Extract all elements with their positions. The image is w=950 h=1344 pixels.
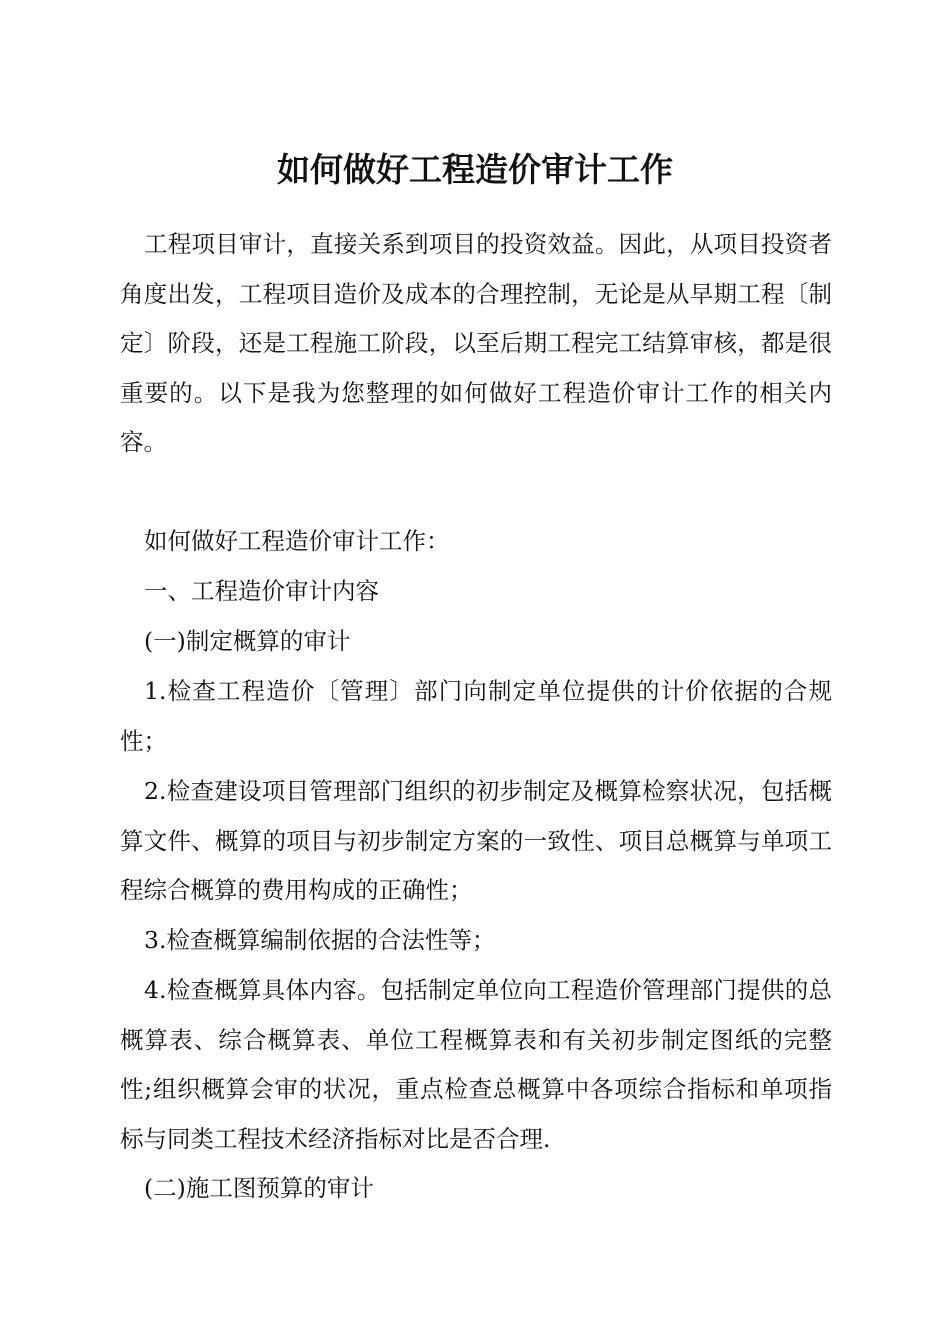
list-item-2: 2.检查建设项目管理部门组织的初步制定及概算检察状况，包括概算文件、概算的项目与初步制定方案的一致性、项目总概算与单项工程综合概算的费用构成的正确性； (120, 777, 832, 904)
section-heading: 如何做好工程造价审计工作： (144, 527, 450, 555)
section-title-1: 一、工程造价审计内容 (144, 577, 379, 605)
subsection-title-2: (二)施工图预算的审计 (144, 1174, 374, 1202)
list-item-3: 3.检查概算编制依据的合法性等； (144, 926, 496, 954)
document-title: 如何做好工程造价审计工作 (277, 150, 673, 189)
subsection-title-1: (一)制定概算的审计 (144, 627, 351, 655)
list-item-1: 1.检查工程造价〔管理〕部门向制定单位提供的计价依据的合规性； (120, 677, 832, 755)
intro-paragraph: 工程项目审计，直接关系到项目的投资效益。因此，从项目投资者角度出发，工程项目造价及成本的合理控制，无论是从早期工程〔制定〕阶段，还是工程施工阶段，以至后期工程完工结算审核，都是很重要的。以下是我为您整理的如何做好工程造价审计工作的相关内容。 (120, 230, 832, 456)
list-item-4: 4.检查概算具体内容。包括制定单位向工程造价管理部门提供的总概算表、综合概算表、单位工程概算表和有关初步制定图纸的完整性;组织概算会审的状况，重点检查总概算中各项综合指标和单项指标与同类工程技术经济指标对比是否合理. (120, 976, 832, 1153)
